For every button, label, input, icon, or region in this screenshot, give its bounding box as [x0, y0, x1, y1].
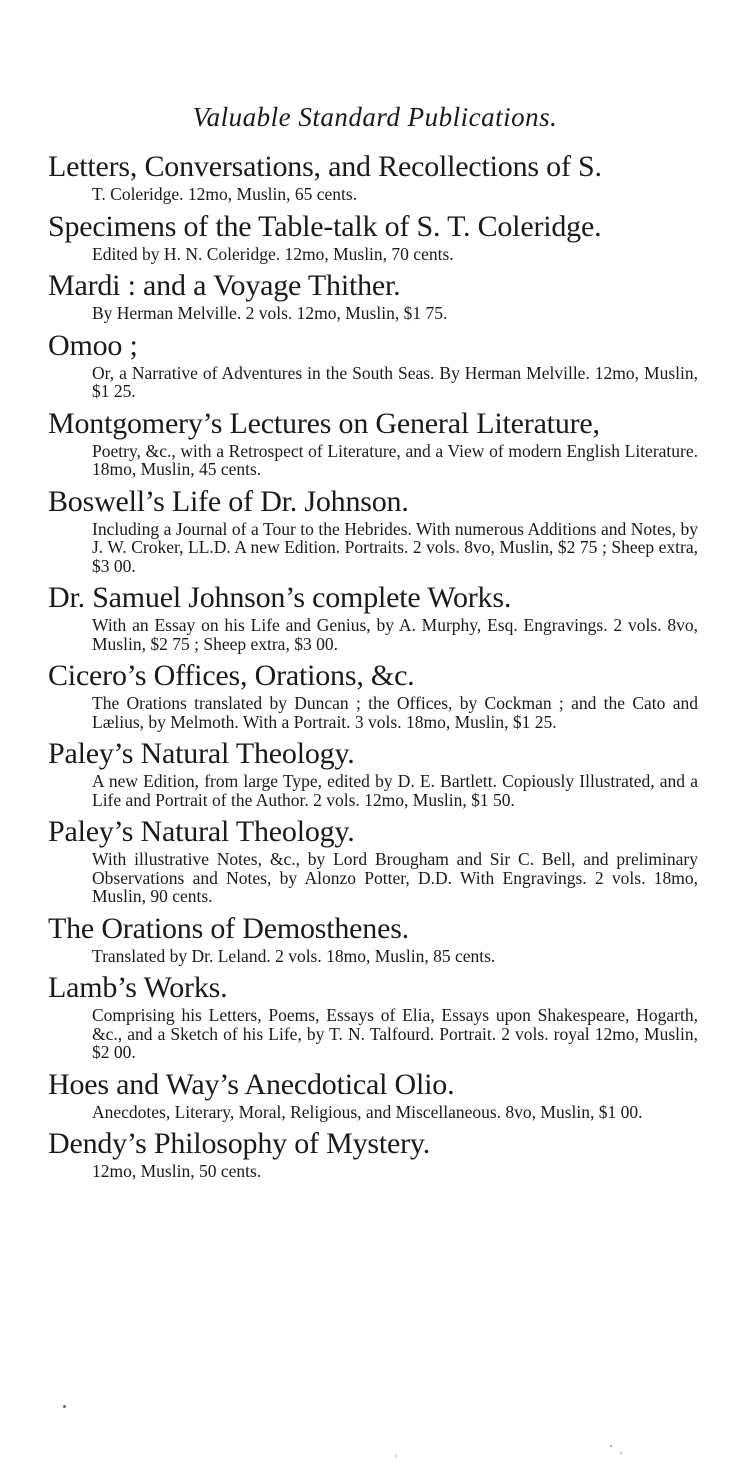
publication-entry [48, 1127, 698, 1181]
publication-title: Paley’s Natural Theology. [48, 815, 355, 848]
publication-details: Edited by H. N. Coleridge. 12mo, Muslin, 70 cents. [92, 243, 454, 264]
publication-entry [48, 485, 698, 576]
publication-details: Or, a Narrative of Adventures in the South Seas. By Herman Melville. 12mo, Muslin, $1 25. [92, 362, 698, 401]
publication-entry [48, 407, 698, 479]
paper-speck [395, 1455, 397, 1457]
publication-details: Poetry, &c., with a Retrospect of Literature, and a View of modern English Literature. 18mo, Muslin, 45 cents. [92, 440, 698, 479]
paper-speck [63, 1405, 66, 1408]
publication-details: Translated by Dr. Leland. 2 vols. 18mo, Muslin, 85 cents. [92, 945, 496, 966]
publication-list [48, 150, 698, 1187]
publication-title: Letters, Conversations, and Recollections of S. [48, 150, 602, 183]
publication-details: A new Edition, from large Type, edited by D. E. Bartlett. Copiously Illustrated, and a Life and Portrait of the Author. 2 vols. 12mo, Muslin, $1 50. [92, 771, 698, 810]
publication-entry [48, 912, 698, 966]
publication-title: Mardi : and a Voyage Thither. [48, 269, 401, 302]
publication-details: T. Coleridge. 12mo, Muslin, 65 cents. [92, 184, 358, 204]
page-header: Valuable Standard Publications. [192, 102, 558, 132]
paper-speck [610, 1445, 612, 1447]
publication-details: With illustrative Notes, &c., by Lord Brougham and Sir C. Bell, and preliminary Observations and Notes, by Alonzo Potter, D.D. With Engravings. 2 vols. 18mo, Muslin, 90 cents. [92, 849, 698, 906]
publication-title: Omoo ; [48, 328, 138, 362]
publication-entry [48, 815, 698, 906]
publication-title: Lamb’s Works. [48, 971, 228, 1004]
publication-entry [48, 269, 698, 323]
publication-entry [48, 737, 698, 809]
publication-title: Cicero’s Offices, Orations, &c. [48, 659, 415, 692]
publication-entry [48, 150, 698, 204]
publication-details: Including a Journal of a Tour to the Hebrides. With numerous Additions and Notes, by J. W. Croker, LL.D. A new Edition. Portraits. 2 vols. 8vo, Muslin, $2 75 ; Sheep extra, $3 00. [92, 518, 698, 576]
publication-details: The Orations translated by Duncan ; the Offices, by Cockman ; and the Cato and Lælius, by Melmoth. With a Portrait. 3 vols. 18mo, Muslin, $1 25. [92, 693, 698, 732]
publication-title: Hoes and Way’s Anecdotical Olio. [48, 1067, 455, 1101]
publication-title: Montgomery’s Lectures on General Literature, [48, 406, 600, 440]
publication-title: The Orations of Demosthenes. [48, 911, 409, 945]
publication-details: Comprising his Letters, Poems, Essays of Elia, Essays upon Shakespeare, Hogarth, &c., and a Sketch of his Life, by T. N. Talfourd. Portrait. 2 vols. royal 12mo, Muslin, $2 00. [92, 1005, 698, 1062]
paper-speck [620, 1452, 622, 1454]
publication-title: Boswell’s Life of Dr. Johnson. [48, 484, 409, 518]
publication-details: By Herman Melville. 2 vols. 12mo, Muslin, $1 75. [92, 303, 448, 323]
publication-details: Anecdotes, Literary, Moral, Religious, and Miscellaneous. 8vo, Muslin, $1 00. [92, 1101, 643, 1122]
publication-title: Specimens of the Table-talk of S. T. Coleridge. [48, 209, 602, 243]
publication-entry [48, 971, 698, 1062]
publication-details: With an Essay on his Life and Genius, by A. Murphy, Esq. Engravings. 2 vols. 8vo, Muslin, $2 75 ; Sheep extra, $3 00. [92, 615, 698, 654]
publication-entry [48, 210, 698, 264]
publication-entry [48, 329, 698, 401]
publication-details: 12mo, Muslin, 50 cents. [92, 1161, 262, 1181]
publication-title: Dendy’s Philosophy of Mystery. [48, 1127, 431, 1160]
publication-entry [48, 659, 698, 731]
publication-entry [48, 1068, 698, 1122]
publication-entry [48, 581, 698, 653]
publication-title: Dr. Samuel Johnson’s complete Works. [48, 581, 512, 614]
publication-title: Paley’s Natural Theology. [48, 737, 355, 770]
